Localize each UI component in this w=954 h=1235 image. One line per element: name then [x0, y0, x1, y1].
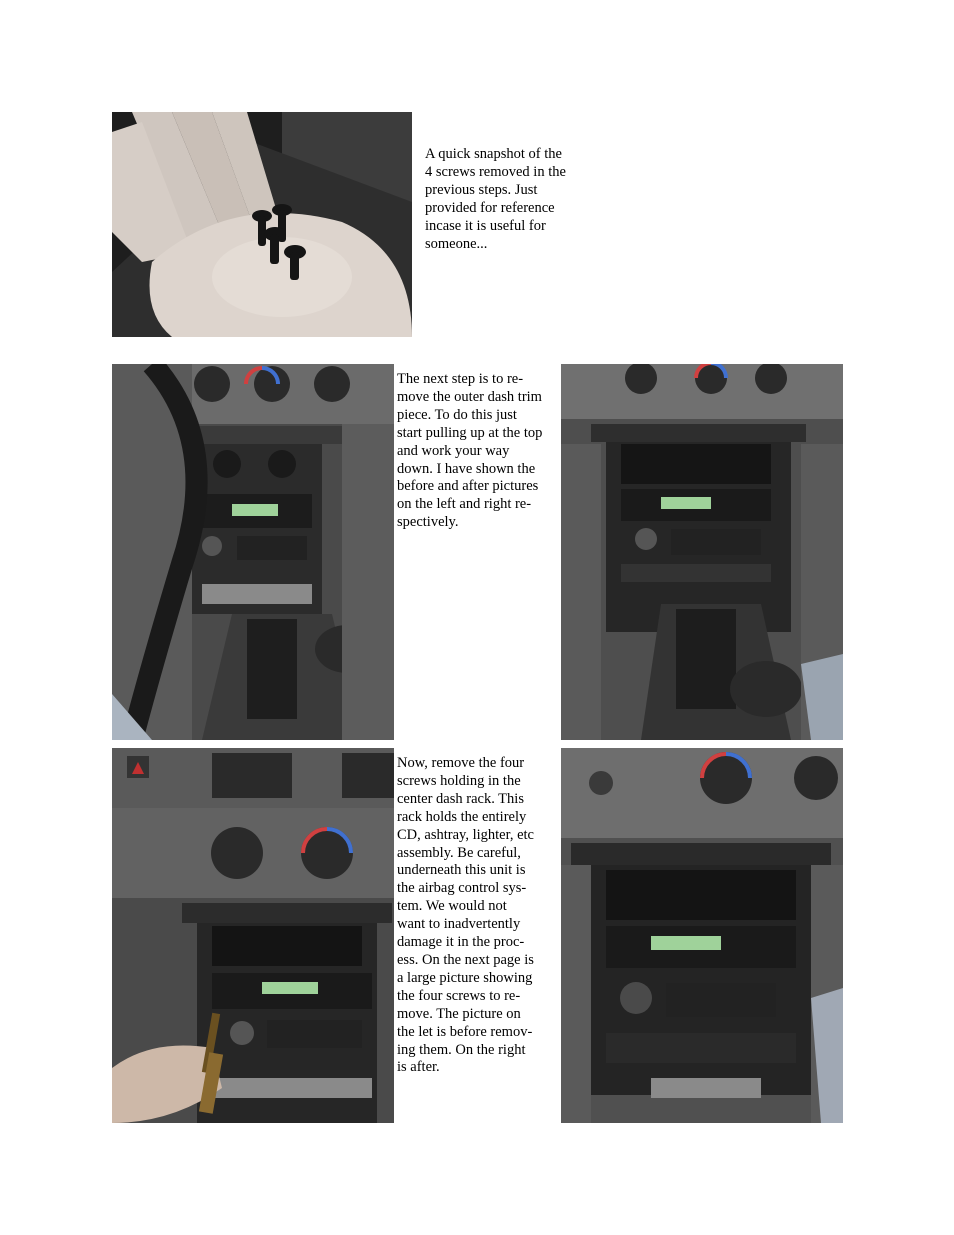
photo-rack-before: [112, 748, 394, 1123]
photo-dash-trim-before: [112, 364, 394, 740]
photo-screws-in-hand: [112, 112, 412, 337]
photo-dash-trim-after: [561, 364, 843, 740]
caption-screws: A quick snapshot of the 4 screws removed in the previous steps. Just provided for reference incase it is useful for someone...: [425, 146, 566, 252]
caption-rack: Now, remove the four screws holding in the center dash rack. This rack holds the entirely CD, ashtray, lighter, etc assembly. Be careful, underneath this unit is the airbag control sys- tem. We would not want to inadvertently damage it in the proc- ess. On the next page is a large picture showing the four screws to re- move. The picture on the let is before remov- ing them. On the right is after.: [397, 755, 534, 1076]
photo-rack-after: [561, 748, 843, 1123]
caption-trim: The next step is to re- move the outer dash trim piece. To do this just start pulling up at the top and work your way down. I have shown the before and after pictures on the left and right re- spectively.: [397, 371, 543, 531]
